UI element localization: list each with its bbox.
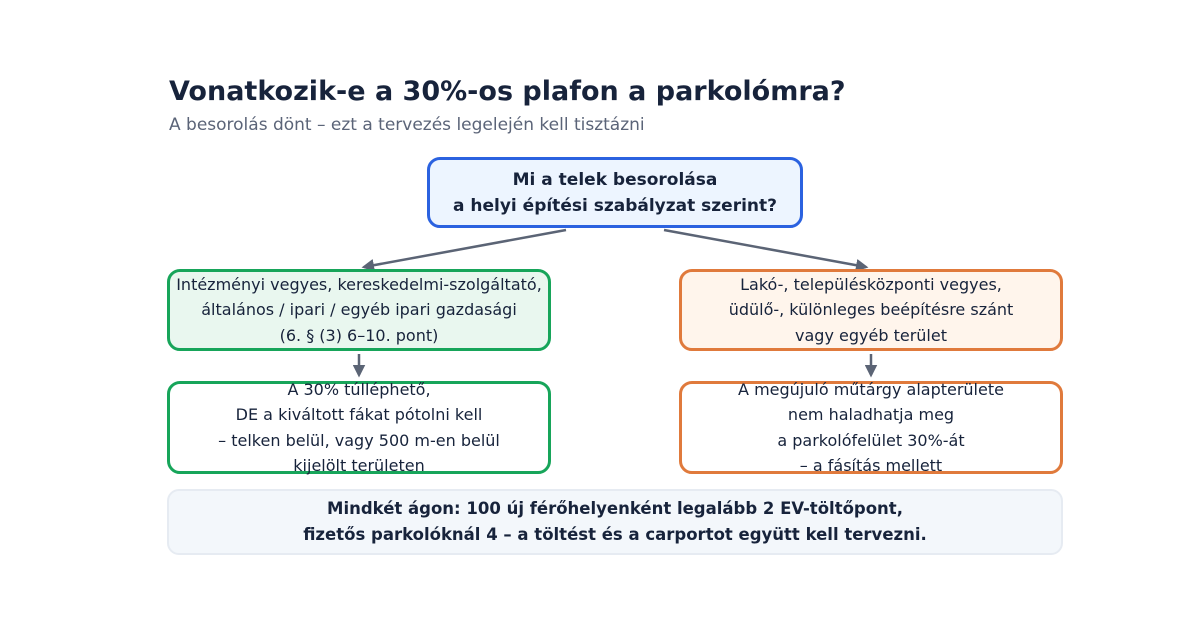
footer-note-line: Mindkét ágon: 100 új férőhelyenként legalább 2 EV-töltőpont, (327, 499, 903, 518)
page-title: Vonatkozik-e a 30%-os plafon a parkolómra? (169, 76, 846, 107)
left-category-line: (6. § (3) 6–10. pont) (279, 325, 439, 345)
question-box (427, 157, 803, 228)
left-outcome-line: DE a kiváltott fákat pótolni kell (235, 405, 483, 424)
right-outcome-line: A megújuló műtárgy alapterülete (738, 379, 1004, 399)
right-category-box (679, 269, 1063, 351)
left-outcome-line: A 30% túlléphető, (287, 379, 431, 399)
right-outcome-line: a parkolófelület 30%-át (777, 430, 965, 450)
question-line: a helyi építési szabályzat szerint? (452, 195, 777, 216)
right-outcome-line: – a fásítás mellett (799, 456, 943, 475)
arrow-question-to-right (664, 230, 866, 267)
left-outcome-line: – telken belül, vagy 500 m-en belül (218, 430, 500, 450)
right-category-line: vagy egyéb terület (795, 325, 947, 345)
left-category-line: Intézményi vegyes, kereskedelmi-szolgáltató, (176, 274, 542, 294)
left-category-line: általános / ipari / egyéb ipari gazdasági (201, 300, 517, 320)
left-outcome-box (167, 381, 551, 474)
page-subtitle: A besorolás dönt – ezt a tervezés legelején kell tisztázni (169, 115, 645, 135)
right-category-line: Lakó-, településközponti vegyes, (740, 274, 1002, 294)
right-category-line: üdülő-, különleges beépítésre szánt (728, 300, 1014, 320)
left-category-box (167, 269, 551, 351)
arrow-question-to-left (364, 230, 566, 267)
right-outcome-box (679, 381, 1063, 474)
footer-note-line: fizetős parkolóknál 4 – a töltést és a carportot együtt kell tervezni. (303, 525, 927, 544)
footer-note (167, 489, 1063, 555)
left-outcome-line: kijelölt területen (293, 456, 425, 475)
question-line: Mi a telek besorolása (512, 169, 718, 190)
right-outcome-line: nem haladhatja meg (787, 405, 955, 424)
